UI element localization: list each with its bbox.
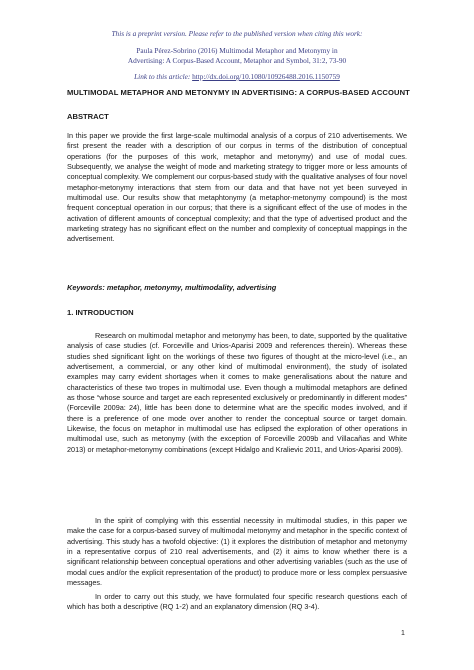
- keywords-line: Keywords: metaphor, metonymy, multimodality, advertising: [67, 283, 277, 292]
- page-number: 1: [401, 630, 405, 637]
- preprint-note: This is a preprint version. Please refer to the published version when citing this work:: [111, 29, 363, 38]
- citation-line-2: Advertising: A Corpus-Based Account, Metaphor and Symbol, 31:2, 73-90: [127, 56, 347, 65]
- introduction-paragraph-1: Research on multimodal metaphor and metonymy has been, to date, supported by the qualitative analysis of case studies (cf. Forceville and Urios-Aparisi 2009 and references therein). Whereas these studies shed significant light on the workings of these two figures of thought at the micro-level (i.e., an advertisement, a commercial, or any other kind of multimodal environment), the study of isolated examples may carry evident shortages when it comes to make generalisations about the nature and characteristics of these two tropes in multimodal use. Even though a multimodal metaphors are defined as those “whose source and target are each represented exclusively or predominantly in different modes” (Forceville 2009a: 24), little has been done to determine what are the specific modes involved, and if there is a preference of one mode over another to render the conceptual source or target domain. Likewise, the focus on metaphor in multimodal use has eclipsed the exploration of other operations in multimodal use, such as metonymy (with the exception of Forceville 2009b and Villacañas and White 2013) or metaphor-metonymy combinations (except Hidalgo and Kralievic 2011, and Urios-Aparisi 2009).: [67, 331, 407, 454]
- article-link-label: Link to this article:: [134, 72, 191, 81]
- article-link-url[interactable]: http://dx.doi.org/10.1080/10926488.2016.1150759: [192, 72, 340, 81]
- introduction-heading: 1. INTRODUCTION: [67, 308, 134, 317]
- citation-line-1: Paula Pérez-Sobrino (2016) Multimodal Metaphor and Metonymy in: [136, 46, 338, 55]
- abstract-text: In this paper we provide the first large-scale multimodal analysis of a corpus of 210 advertisements. We first present the reader with a description of our corpus in terms of the distribution of conceptual operations (for the purposes of this work, metaphor and metonymy) and use of modal cues. Subsequently, we analyse the weight of mode and marketing strategy to trigger more or less amounts of conceptual complexity. We complement our corpus-based study with the qualitative analyses of four novel metaphor-metonymy interactions that stem from our data and that have not yet been surveyed in multimodal use. Our results show that metaphtonymy (a metaphor-metonymy compound) is the most frequent conceptual operation in our corpus; that there is a significant effect of the use of modes in the activation of different amounts of conceptual complexity; and that the type of advertised product and the marketing strategy has no significant effect on the number and complexity of conceptual mappings in the advertisement.: [67, 131, 407, 244]
- article-link-line: [0, 72, 474, 81]
- paper-title: MULTIMODAL METAPHOR AND METONYMY IN ADVERTISING: A CORPUS-BASED ACCOUNT: [67, 88, 410, 97]
- introduction-paragraph-3: In order to carry out this study, we have formulated four specific research questions each of which has both a descriptive (RQ 1-2) and an explanatory dimension (RQ 3-4).: [67, 592, 407, 612]
- introduction-paragraph-2: In the spirit of complying with this essential necessity in multimodal studies, in this paper we make the case for a corpus-based survey of multimodal metonymy and metaphor in the specific context of advertising. This study has a twofold objective: (1) it explores the distribution of metaphor and metonymy in a representative corpus of 210 real advertisements, and (2) it aims to know whether there is a significant relationship between conceptual operations and other advertising variables (such as the use of modal cues and/or the explicit representation of the product) to produce more or less complex persuasive messages.: [67, 516, 407, 588]
- abstract-heading: ABSTRACT: [67, 112, 109, 121]
